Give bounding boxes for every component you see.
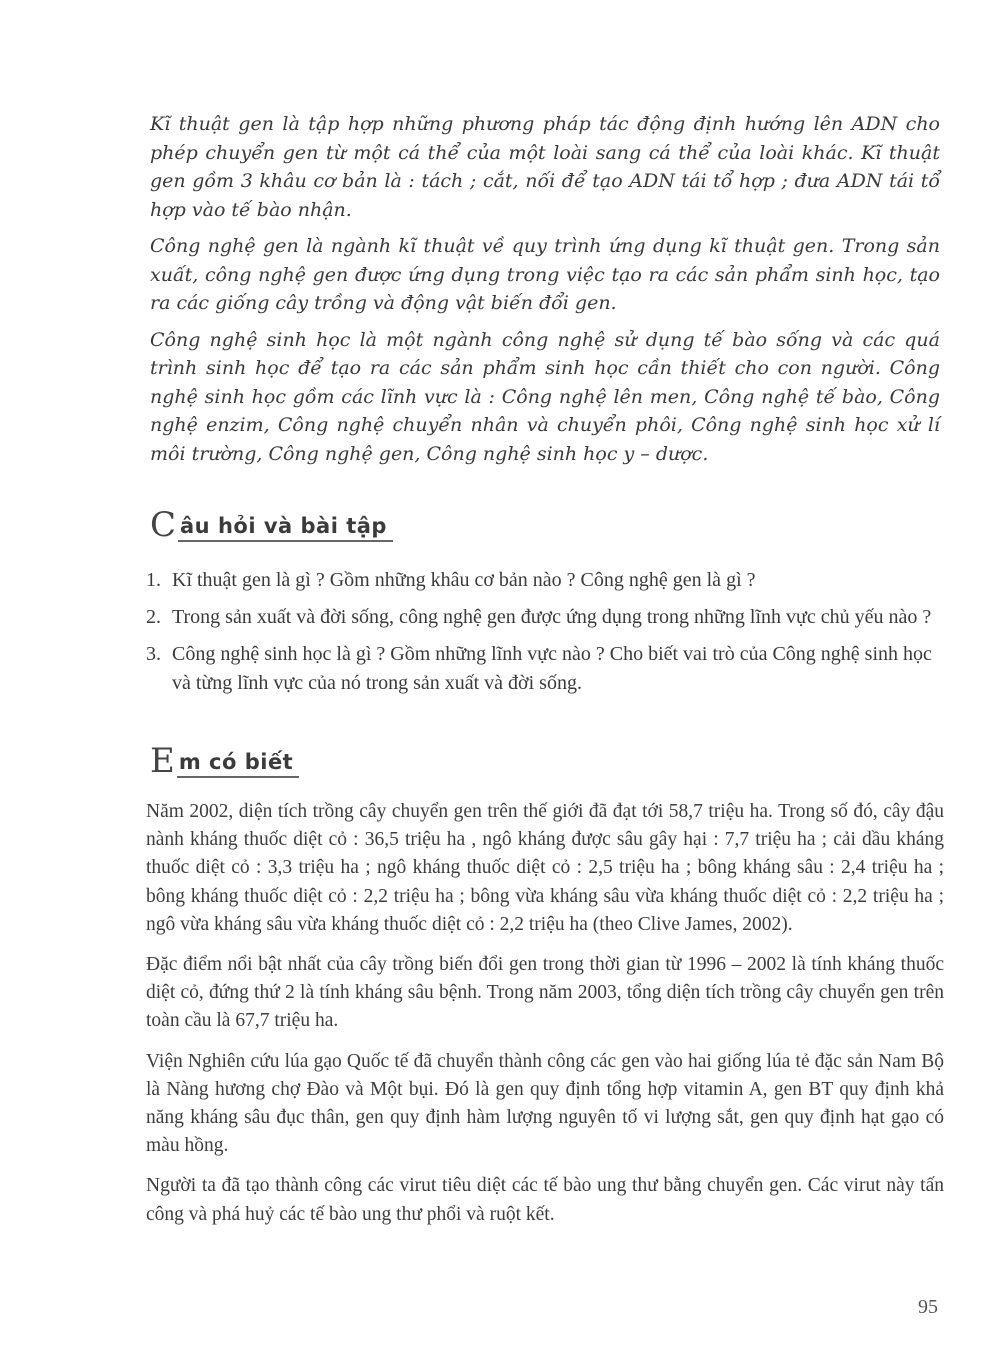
question-number: 2. <box>146 606 161 628</box>
fact-paragraph: Viện Nghiên cứu lúa gạo Quốc tế đã chuyển thành công các gen vào hai giống lúa tẻ đặc sản Nam Bộ là Nàng hương chợ Đào và Một bụi. Đó là gen quy định tổng hợp vitamin A, gen BT quy định khả năng kháng sâu đục thân, gen quy định hàm lượng nguyên tố vi lượng sắt, gen quy định hạt gạo có màu hồng. <box>146 1050 944 1157</box>
summary-paragraph: Kĩ thuật gen là tập hợp những phương pháp tác động định hướng lên ADN cho phép chuyển gen từ một cá thể của một loài sang cá thể của loài khác. Kĩ thuật gen gồm 3 khâu cơ bản là : tách ; cắt, nối để tạo ADN tái tổ hợp ; đưa ADN tái tổ hợp vào tế bào nhận. <box>150 113 940 221</box>
summary-paragraph: Công nghệ gen là ngành kĩ thuật về quy trình ứng dụng kĩ thuật gen. Trong sản xuất, công nghệ gen được ứng dụng trong việc tạo ra các sản phẩm sinh học, tạo ra các giống cây trồng và động vật biến đổi gen. <box>150 235 940 314</box>
question-text: Công nghệ sinh học là gì ? Gồm những lĩnh vực nào ? Cho biết vai trò của Công nghệ sinh học và từng lĩnh vực của nó trong sản xuất và đời sống. <box>172 643 932 694</box>
chapter-summary <box>150 110 940 476</box>
question-list <box>146 566 946 706</box>
summary-paragraph: Công nghệ sinh học là một ngành công nghệ sử dụng tế bào sống và các quá trình sinh học để tạo ra các sản phẩm sinh học cần thiết cho con người. Công nghệ sinh học gồm các lĩnh vực là : Công nghệ lên men, Công nghệ tế bào, Công nghệ enzim, Công nghệ chuyển nhân và chuyển phôi, Công nghệ sinh học xử lí môi trường, Công nghệ gen, Công nghệ sinh học y – dược. <box>150 328 940 465</box>
question-number: 1. <box>146 569 161 591</box>
page-number: 95 <box>918 1296 938 1318</box>
question-item <box>146 640 946 698</box>
did-you-know-heading <box>150 741 299 781</box>
heading-drop-cap: C <box>150 505 177 545</box>
questions-heading <box>150 505 393 545</box>
question-item <box>146 603 946 632</box>
heading-text: âu hỏi và bài tập <box>178 514 393 542</box>
fact-paragraph: Năm 2002, diện tích trồng cây chuyển gen trên thế giới đã đạt tới 58,7 triệu ha. Trong số đó, cây đậu nành kháng thuốc diệt cỏ : 36,5 triệu ha , ngô kháng được sâu gây hại : 7,7 triệu ha ; cải dầu kháng thuốc diệt cỏ : 3,3 triệu ha ; ngô kháng thuốc diệt cỏ : 2,5 triệu ha ; bông kháng sâu : 2,4 triệu ha ; bông kháng thuốc diệt cỏ : 2,2 triệu ha ; bông vừa kháng sâu vừa kháng thuốc diệt cỏ : 2,2 triệu ha ; ngô vừa kháng sâu vừa kháng thuốc diệt cỏ : 2,2 triệu ha (theo Clive James, 2002). <box>146 801 944 935</box>
question-text: Trong sản xuất và đời sống, công nghệ gen được ứng dụng trong những lĩnh vực chủ yếu nào ? <box>172 606 932 628</box>
fact-paragraph: Người ta đã tạo thành công các virut tiêu diệt các tế bào ung thư bằng chuyển gen. Các virut này tấn công và phá huỷ các tế bào ung thư phổi và ruột kết. <box>146 1175 944 1225</box>
did-you-know-section <box>146 798 944 1241</box>
question-text: Kĩ thuật gen là gì ? Gồm những khâu cơ bản nào ? Công nghệ gen là gì ? <box>172 569 756 591</box>
question-number: 3. <box>146 643 161 665</box>
fact-paragraph: Đặc điểm nổi bật nhất của cây trồng biến đổi gen trong thời gian từ 1996 – 2002 là tính kháng thuốc diệt cỏ, đứng thứ 2 là tính kháng sâu bệnh. Trong năm 2003, tổng diện tích trồng cây chuyển gen trên toàn cầu là 67,7 triệu ha. <box>146 954 944 1032</box>
heading-drop-cap: E <box>150 741 175 781</box>
heading-text: m có biết <box>177 750 299 778</box>
question-item <box>146 566 946 595</box>
